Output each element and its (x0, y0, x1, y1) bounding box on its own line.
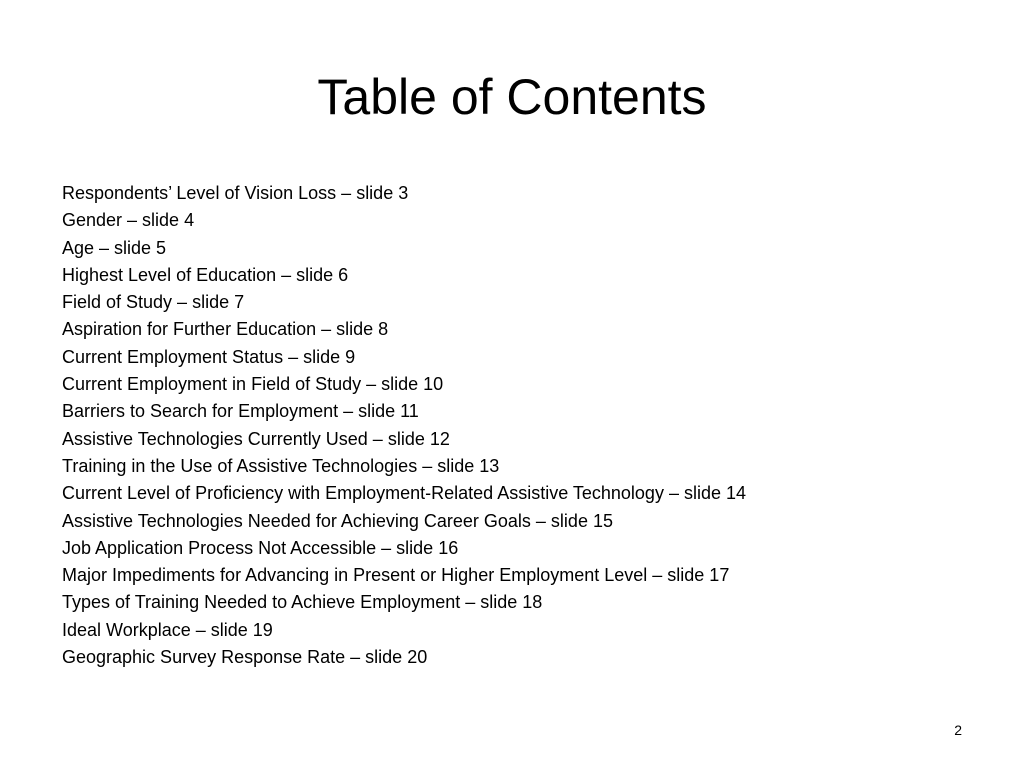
toc-item: Gender – slide 4 (62, 210, 195, 231)
toc-item: Age – slide 5 (62, 237, 167, 258)
slide-title: Table of Contents (317, 69, 707, 125)
toc-item: Current Employment in Field of Study – slide 10 (62, 374, 444, 395)
toc-item: Barriers to Search for Employment – slide 11 (62, 401, 419, 422)
toc-item: Current Employment Status – slide 9 (62, 346, 356, 367)
toc-item: Job Application Process Not Accessible – slide 16 (62, 537, 459, 558)
toc-item: Field of Study – slide 7 (62, 292, 245, 313)
toc-item: Highest Level of Education – slide 6 (62, 264, 349, 285)
toc-item: Major Impediments for Advancing in Present or Higher Employment Level – slide 17 (62, 565, 730, 586)
toc-list (62, 180, 962, 671)
toc-item: Assistive Technologies Currently Used – slide 12 (62, 428, 450, 449)
toc-item: Current Level of Proficiency with Employment-Related Assistive Technology – slide 14 (62, 483, 746, 504)
toc-item: Respondents’ Level of Vision Loss – slide 3 (62, 183, 409, 203)
toc-item: Ideal Workplace – slide 19 (62, 619, 273, 640)
toc-item: Geographic Survey Response Rate – slide 20 (62, 647, 428, 668)
slide-number: 2 (954, 722, 962, 738)
toc-item: Assistive Technologies Needed for Achieving Career Goals – slide 15 (62, 510, 613, 531)
toc-item: Aspiration for Further Education – slide 8 (62, 319, 389, 340)
toc-item: Types of Training Needed to Achieve Employment – slide 18 (62, 592, 543, 613)
toc-item: Training in the Use of Assistive Technologies – slide 13 (62, 455, 500, 476)
